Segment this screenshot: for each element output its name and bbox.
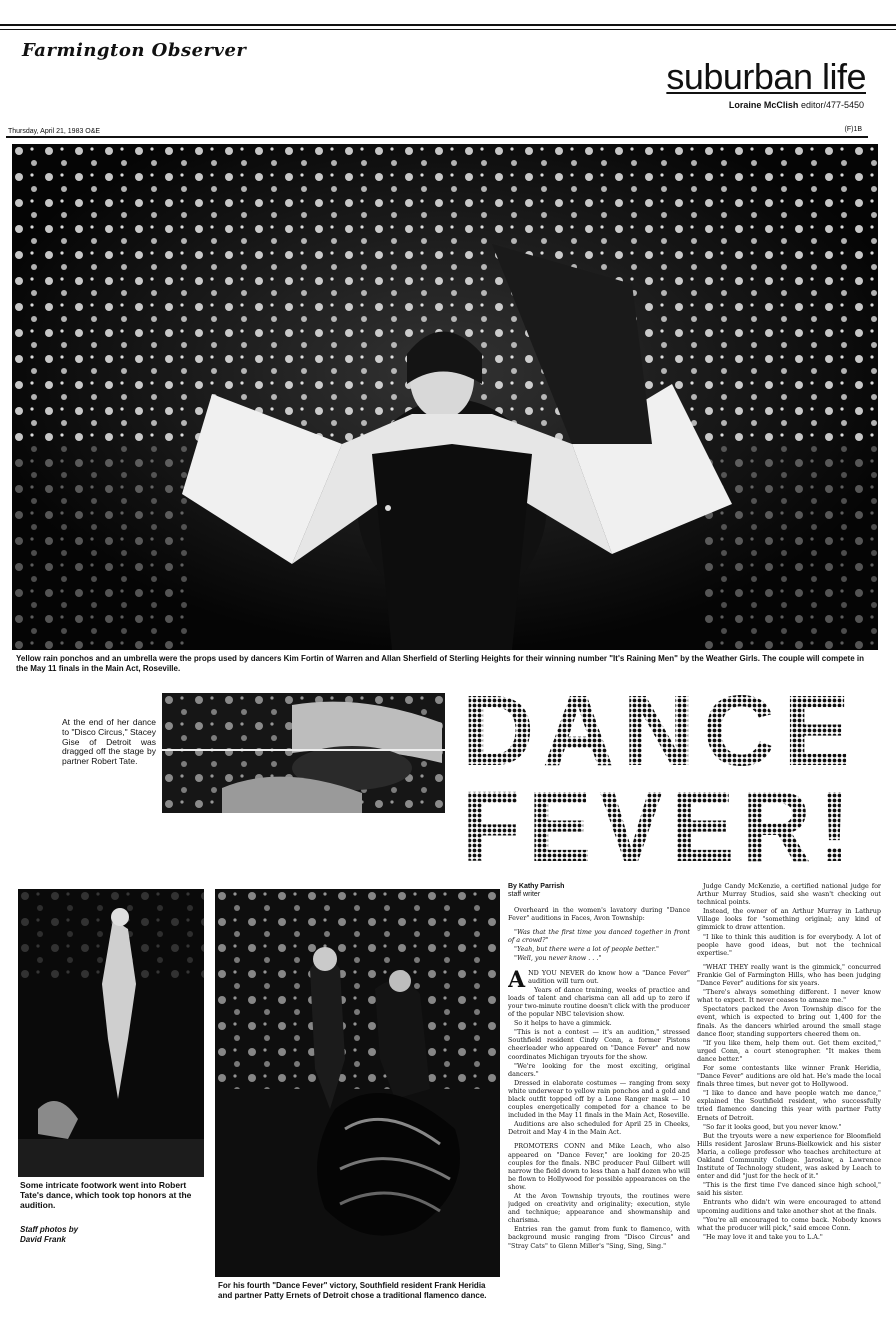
newspaper-name: Farmington Observer — [22, 40, 247, 61]
story-paragraph: "This is not a contest — it's an audition," stressed Southfield resident Cindy Conn, a former Pistons cheerleader who appeared on "Dance Fever" and now coordinates Michigan tryouts for the show. — [508, 1028, 690, 1061]
story-paragraph: Years of dance training, weeks of practice and loads of talent and charisma can all add up to zero if your two-minute routine doesn't click with the producer of the popular NBC television show. — [508, 985, 690, 1019]
byline-title: staff writer — [508, 891, 541, 899]
story-paragraph: Instead, the owner of an Arthur Murray in Lathrup Village looks for "something original; any kind of gimmick to draw attention. — [697, 907, 881, 932]
story-paragraph: "We're looking for the most exciting, original dancers." — [508, 1061, 690, 1078]
story-paragraph: Auditions are also scheduled for April 25 in Cheeks, Detroit and May 4 in the Main Act. — [508, 1120, 690, 1137]
story-paragraph: "Was that the first time you danced together in front of a crowd?" — [508, 928, 690, 945]
masthead-rule — [6, 136, 868, 138]
story-paragraph: "Yeah, but there were a lot of people better." — [514, 945, 659, 954]
story-paragraph: Judge Candy McKenzie, a certified national judge for Arthur Murray Studios, said she wasn't checking out technical points. — [697, 882, 881, 907]
story-paragraph: "So far it looks good, but you never know." — [703, 1122, 842, 1131]
story-paragraph: "You're all encouraged to come back. Nobody knows what the producer will pick," said emcee Conn. — [697, 1215, 881, 1232]
story-paragraph: PROMOTERS CONN and Mike Leach, who also appeared on "Dance Fever," are looking for 20-25 couples for the finals. NBC producer Paul Gilbert will narrow the field down to less than a half dozen who will be flown to Hollywood for possible appearances on the show. — [508, 1142, 690, 1191]
story-paragraph: Spectators packed the Avon Township disco for the event, which is expected to bring out 1,400 for the finals. As the dancers whirled around the small stage dance floor, standing supporters cheered them on. — [697, 1005, 881, 1038]
story-paragraph: "This is the first time I've danced since high school," said his sister. — [697, 1181, 881, 1198]
story-paragraph: At the Avon Township tryouts, the routines were judged on creativity and originality; execution, style and technique; appearance and showmanship and charisma. — [508, 1192, 690, 1225]
story-paragraph: "If you like them, help them out. Get them excited," urged Conn, a court stenographer. "It makes them dance better." — [697, 1038, 881, 1063]
section-title: suburban life — [666, 56, 866, 97]
photo-credit — [20, 1225, 180, 1244]
second-photo-caption: At the end of her dance to "Disco Circus," Stacey Gise of Detroit was dragged off the stage by partner Robert Tate. — [62, 717, 156, 767]
bottom-left-caption: Some intricate footwork went into Robert Tate's dance, which took top honors at the audition. — [20, 1180, 192, 1211]
main-photo-caption: Yellow rain ponchos and an umbrella were the props used by dancers Kim Fortin of Warren and Allan Sherfield of Sterling Heights for their winning number "It's Raining Men" by the Weather Girls. The couple will compete in the May 11 finals in the Main Act, Roseville. — [16, 654, 864, 673]
story-paragraph: "There's always something different. I never know what to expect. It never ceases to amaze me." — [697, 988, 881, 1005]
story-column-1 — [508, 906, 690, 1314]
bottom-middle-caption: For his fourth "Dance Fever" victory, Southfield resident Frank Heridia and partner Patty Ernets of Detroit chose a traditional flamenco dance. — [218, 1281, 487, 1300]
headline-line-1: DANCE — [462, 675, 858, 787]
story-paragraph: "WHAT THEY really want is the gimmick," concurred Frankie Gel of Farmington Hills, who has been judging "Dance Fever" auditions for six years. — [697, 962, 881, 988]
headline-line-2: FEVER! — [462, 771, 858, 868]
byline — [508, 883, 564, 900]
story-paragraph: "I like to dance and have people watch me dance," explained the Southfield resident, who successfully tried flamenco dancing this year with partner Patty Ernets of Detroit. — [697, 1089, 881, 1122]
second-photo — [162, 693, 445, 813]
story-paragraph: Dressed in elaborate costumes — ranging from sexy white underwear to yellow rain ponchos and a gold and black outfit topped off by a Lone Ranger mask — 10 couples energetically competed for a chance to be included in the May 11 finals in the Main Act, Roseville. — [508, 1078, 690, 1120]
story-paragraph-lead — [508, 966, 690, 993]
photo-credit-line-1: Staff photos by — [20, 1225, 79, 1234]
editor-name: Loraine McClish — [728, 100, 799, 110]
story-paragraph: Entries ran the gamut from funk to flamenco, with background music ranging from "Disco Circus" and "Stray Cats" to Glenn Miller's "Sing, Sing, Sing." — [508, 1225, 690, 1250]
story-paragraph: For some contestants like winner Frank Heridia, "Dance Fever" auditions are old hat. He's made the local finals three times, but never got to Hollywood. — [697, 1063, 881, 1089]
story-paragraph: So it helps to have a gimmick. — [514, 1019, 612, 1028]
story-lead-text: ND YOU NEVER do know how a "Dance Fever" audition will turn out. — [528, 968, 690, 985]
story-paragraph: "He may love it and take you to L.A." — [703, 1232, 823, 1241]
story-paragraph: Overheard in the women's lavatory during "Dance Fever" auditions in Faces, Avon Township: — [508, 906, 690, 923]
top-rule-thin — [0, 29, 896, 30]
dateline: Thursday, April 21, 1983 O&E — [8, 128, 101, 135]
main-photo — [12, 144, 878, 650]
bottom-middle-photo — [215, 889, 500, 1277]
editor-contact: editor/477-5450 — [800, 100, 864, 110]
story-paragraph: But the tryouts were a new experience for Bloomfield Hills resident Jaroslaw Bruns-Bielkowick and his sister Maria, a college professor who teaches architecture at Oakland Community College. Jaroslaw, a Lawrence Institute of Technology student, was asked by Leach to enter and did "just for the heck of it." — [697, 1131, 881, 1181]
bottom-left-photo — [18, 889, 204, 1177]
story-paragraph: "Well, you never know . . ." — [514, 954, 602, 963]
headline — [452, 673, 882, 868]
byline-name: By Kathy Parrish — [508, 883, 565, 890]
drop-cap: A — [508, 966, 526, 993]
story-paragraph: "I like to think this audition is for everybody. A lot of people have good ideas, but not the technical expertise." — [697, 932, 881, 957]
top-rule — [0, 24, 896, 26]
story-column-2 — [697, 882, 881, 1314]
page-number: (F)1B — [844, 126, 862, 133]
story-paragraph: Entrants who didn't win were encouraged to attend upcoming auditions and take another shot at the finals. — [697, 1198, 881, 1215]
photo-credit-line-2: David Frank — [20, 1234, 66, 1244]
editor-line — [729, 100, 864, 110]
